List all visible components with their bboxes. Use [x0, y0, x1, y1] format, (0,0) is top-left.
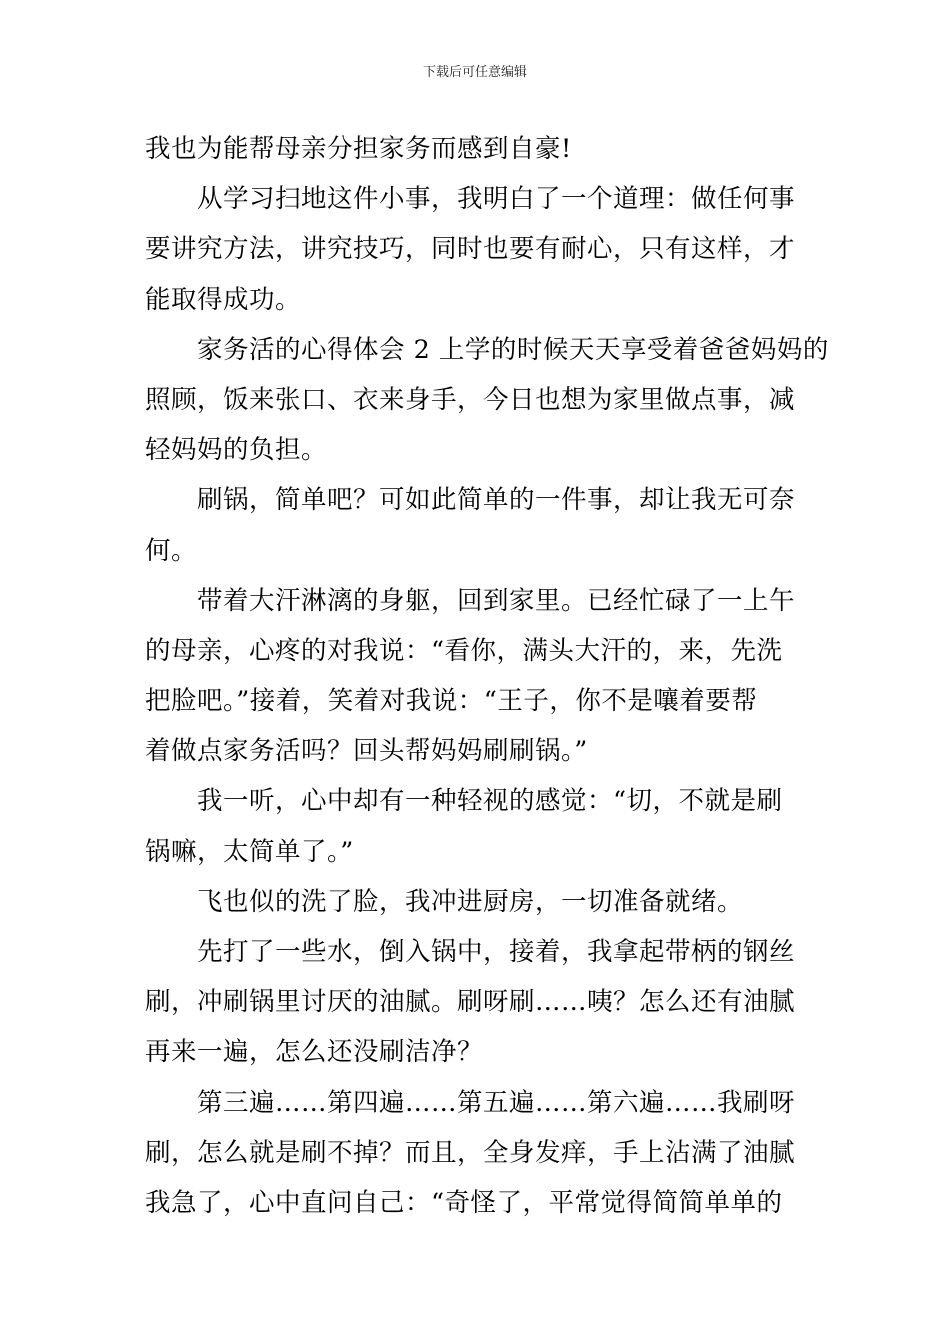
text-line: 何。 [145, 535, 198, 566]
text-line: 家务活的心得体会 2 上学的时候天天享受着爸爸妈妈的 [197, 334, 829, 365]
text-line: 轻妈妈的负担。 [145, 435, 328, 466]
text-line: 飞也似的洗了脸，我冲进厨房，一切准备就绪。 [197, 886, 744, 917]
text-line: 刷，怎么就是刷不掉？而且，全身发痒，手上沾满了油腻 [145, 1137, 796, 1168]
text-line: 着做点家务活吗？回头帮妈妈刷刷锅。” [145, 736, 588, 767]
text-line: 的母亲，心疼的对我说：“看你，满头大汗的，来，先洗 [145, 635, 783, 666]
text-line: 把脸吧。”接着，笑着对我说：“王子，你不是嚷着要帮 [145, 686, 758, 717]
text-line: 照顾，饭来张口、衣来身手，今日也想为家里做点事，减 [145, 384, 796, 415]
text-line: 从学习扫地这件小事，我明白了一个道理：做任何事 [197, 184, 796, 215]
text-line: 要讲究方法，讲究技巧，同时也要有耐心，只有这样，才 [145, 234, 796, 265]
page-header: 下载后可任意编辑 [422, 65, 527, 80]
text-line: 刷，冲刷锅里讨厌的油腻。刷呀刷……咦？怎么还有油腻 [145, 987, 796, 1018]
text-line: 带着大汗淋漓的身躯，回到家里。已经忙碌了一上午 [197, 585, 796, 616]
text-line: 我急了，心中直问自己：“奇怪了，平常觉得简简单单的 [145, 1187, 783, 1218]
document-body [145, 124, 829, 1228]
text-line: 锅嘛，太简单了。” [145, 836, 354, 867]
text-line: 能取得成功。 [145, 284, 302, 315]
text-line: 再来一遍，怎么还没刷洁净？ [145, 1037, 484, 1068]
text-line: 第三遍……第四遍……第五遍……第六遍……我刷呀 [197, 1087, 796, 1118]
text-line: 我一听，心中却有一种轻视的感觉：“切，不就是刷 [197, 786, 783, 817]
text-line: 我也为能帮母亲分担家务而感到自豪! [145, 134, 572, 164]
text-line: 先打了一些水，倒入锅中，接着，我拿起带柄的钢丝 [197, 937, 796, 967]
text-line: 刷锅，简单吧？可如此简单的一件事，却让我无可奈 [197, 485, 796, 516]
